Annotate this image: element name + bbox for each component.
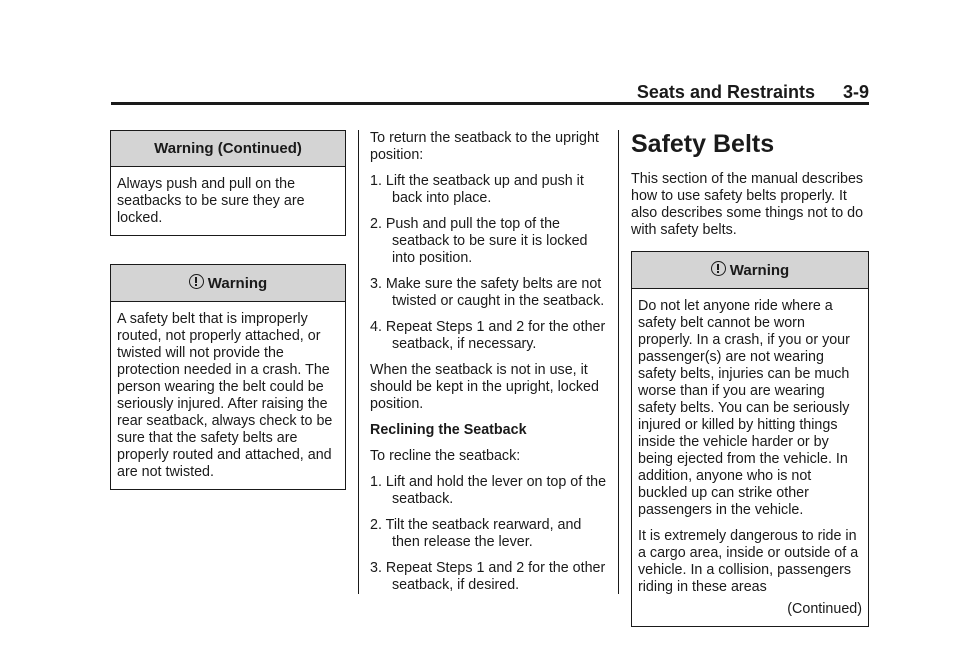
recline-step: 3. Repeat Steps 1 and 2 for the other seatback, if desired. — [370, 560, 606, 593]
return-step: 4. Repeat Steps 1 and 2 for the other seatback, if necessary. — [370, 319, 606, 352]
warning-title: Warning — [207, 275, 268, 292]
right-column — [631, 130, 869, 627]
return-intro: To return the seatback to the upright position: — [370, 130, 599, 163]
page-header — [111, 82, 869, 104]
return-step: 2. Push and pull the top of the seatback to be sure it is locked into position. — [370, 216, 588, 266]
recline-intro: To recline the seatback: — [370, 448, 521, 464]
warning-continued-box — [110, 130, 346, 236]
safety-warning-header — [632, 252, 868, 289]
warning-header — [111, 265, 345, 302]
recline-step: 2. Tilt the seatback rearward, and then release the lever. — [370, 517, 582, 550]
recline-step: 1. Lift and hold the lever on top of the seatback. — [370, 474, 607, 507]
safety-warning-title: Warning — [729, 262, 790, 279]
reclining-subheading: Reclining the Seatback — [370, 422, 527, 438]
return-step: 1. Lift the seatback up and push it back into place. — [370, 173, 584, 206]
header-rule — [111, 102, 869, 105]
middle-column — [370, 130, 608, 603]
safety-warning-text-2: It is extremely dangerous to ride in a cargo area, inside or outside of a vehicle. In a collision, passengers riding in these areas — [638, 528, 859, 595]
column-divider-2 — [618, 130, 619, 594]
section-heading: Safety Belts — [631, 130, 775, 158]
continued-label: (Continued) — [787, 601, 862, 617]
warning-box — [110, 264, 346, 490]
warning-icon — [189, 274, 204, 289]
warning-icon — [711, 261, 726, 276]
section-title: Seats and Restraints — [636, 82, 815, 102]
safety-warning-box — [631, 251, 869, 627]
left-column — [110, 130, 346, 490]
column-divider-1 — [358, 130, 359, 594]
return-step: 3. Make sure the safety belts are not twisted or caught in the seatback. — [370, 276, 605, 309]
seatback-note: When the seatback is not in use, it should be kept in the upright, locked position. — [370, 362, 599, 412]
warning-continued-title: Warning (Continued) — [111, 131, 345, 167]
safety-warning-text-1: Do not let anyone ride where a safety belt cannot be worn properly. In a crash, if you or your passenger(s) are not wearing safety belts, injuries can be much worse than if you are wearing safety belts. You can be seriously injured or killed by hitting things inside the vehicle harder or by being ejected from the vehicle. In addition, anyone who is not buckled up can strike other passengers in the vehicle. — [638, 298, 850, 518]
page-number: 3-9 — [842, 82, 869, 102]
warning-continued-text: Always push and pull on the seatbacks to be sure they are locked. — [117, 176, 305, 226]
safety-belts-intro: This section of the manual describes how to use safety belts properly. It also describes some things not to do with safety belts. — [631, 171, 864, 238]
warning-text: A safety belt that is improperly routed, not properly attached, or twisted will not provide the protection needed in a crash. The person wearing the belt could be seriously injured. After raising the rear seatback, always check to be sure that the safety belts are properly routed and attached, and are not twisted. — [117, 311, 333, 480]
